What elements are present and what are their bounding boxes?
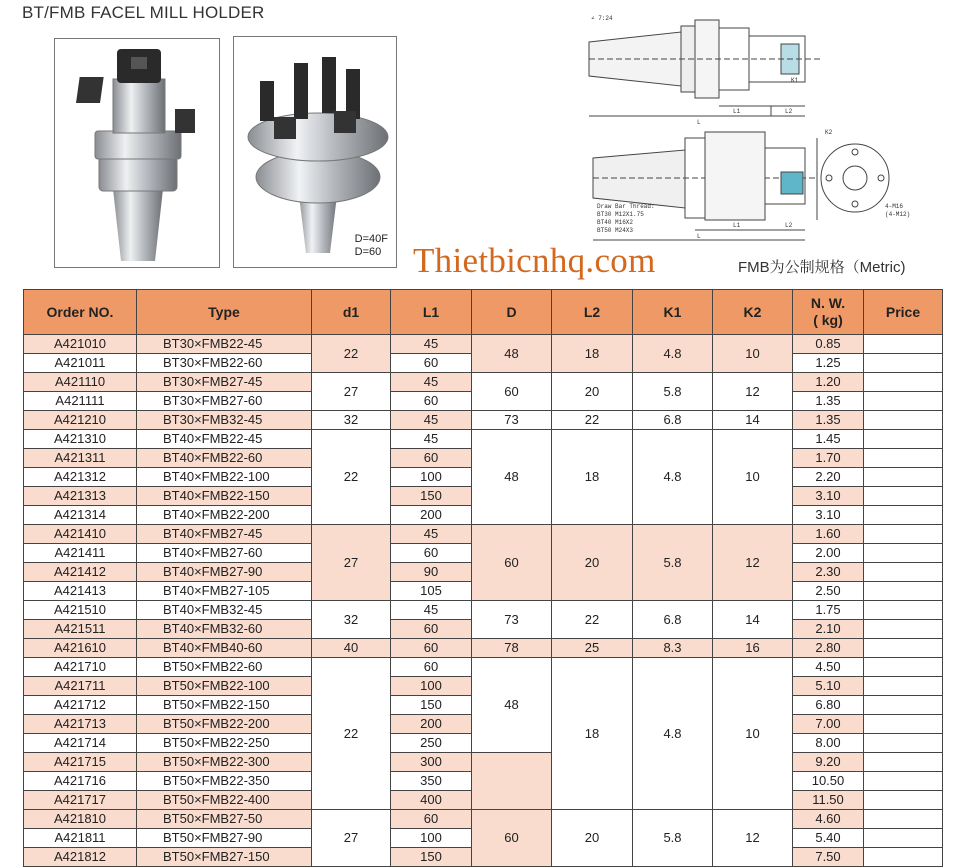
cell-d: 73 (472, 601, 552, 639)
cell-order-no: A421010 (24, 335, 137, 354)
cell-k1: 6.8 (633, 411, 713, 430)
taper-label: ∠ 7:24 (591, 15, 613, 22)
cell-weight: 1.75 (793, 601, 864, 620)
cell-type: BT50×FMB27-150 (137, 848, 312, 867)
cell-type: BT30×FMB32-45 (137, 411, 312, 430)
cell-l1: 100 (391, 468, 472, 487)
spec-table (23, 289, 943, 867)
cell-weight: 1.25 (793, 354, 864, 373)
cell-l1: 200 (391, 506, 472, 525)
bolt-spec: 4-M16 (885, 203, 904, 210)
table-row (24, 411, 943, 430)
cell-order-no: A421716 (24, 772, 137, 791)
caption-line: D=40F (354, 233, 388, 245)
cell-order-no: A421411 (24, 544, 137, 563)
cell-d: 48 (472, 335, 552, 373)
product-photo-holder (54, 38, 220, 268)
cell-weight: 2.30 (793, 563, 864, 582)
cell-l1: 60 (391, 354, 472, 373)
cell-type: BT40×FMB22-60 (137, 449, 312, 468)
cell-k1: 5.8 (633, 373, 713, 411)
cell-order-no: A421011 (24, 354, 137, 373)
cell-d1: 27 (312, 373, 391, 411)
cell-l1: 60 (391, 620, 472, 639)
cell-weight: 1.45 (793, 430, 864, 449)
table-row (24, 658, 943, 677)
cell-weight: 1.60 (793, 525, 864, 544)
cell-weight: 5.10 (793, 677, 864, 696)
cell-l2: 18 (552, 335, 633, 373)
cell-price (864, 696, 943, 715)
cell-type: BT50×FMB22-350 (137, 772, 312, 791)
table-header-row (24, 290, 943, 335)
cell-l1: 45 (391, 525, 472, 544)
cell-order-no: A421713 (24, 715, 137, 734)
cell-type: BT50×FMB22-150 (137, 696, 312, 715)
cell-d1: 32 (312, 601, 391, 639)
technical-drawing (585, 8, 950, 244)
cell-weight: 4.60 (793, 810, 864, 829)
cell-d: 73 (472, 411, 552, 430)
table-row (24, 430, 943, 449)
thread-spec: BT40 M16X2 (597, 219, 634, 226)
cell-l1: 60 (391, 449, 472, 468)
cell-k2: 14 (713, 411, 793, 430)
cell-l2: 20 (552, 373, 633, 411)
cell-order-no: A421413 (24, 582, 137, 601)
table-body (24, 335, 943, 867)
col-header-d: D (472, 290, 552, 335)
cell-price (864, 392, 943, 411)
cell-type: BT30×FMB27-45 (137, 373, 312, 392)
cell-weight: 3.10 (793, 487, 864, 506)
cell-l2: 25 (552, 639, 633, 658)
cell-price (864, 525, 943, 544)
cell-d: 78 (472, 639, 552, 658)
cell-price (864, 506, 943, 525)
table-row (24, 639, 943, 658)
cell-price (864, 753, 943, 772)
cell-weight: 6.80 (793, 696, 864, 715)
table-row (24, 335, 943, 354)
cell-l1: 400 (391, 791, 472, 810)
spec-subtitle: FMB为公制规格（Metric) (738, 259, 906, 276)
cell-price (864, 639, 943, 658)
cell-order-no: A421810 (24, 810, 137, 829)
cell-k1: 5.8 (633, 810, 713, 867)
cell-l1: 60 (391, 639, 472, 658)
cell-weight: 3.10 (793, 506, 864, 525)
cell-price (864, 715, 943, 734)
cell-d1: 22 (312, 658, 391, 810)
caption-line: D=60 (354, 246, 382, 258)
cell-order-no: A421610 (24, 639, 137, 658)
col-header-weight: N. W. ( kg) (793, 290, 864, 335)
cell-l1: 200 (391, 715, 472, 734)
page-title: BT/FMB FACEL MILL HOLDER (22, 3, 265, 22)
cell-order-no: A421410 (24, 525, 137, 544)
cell-price (864, 791, 943, 810)
cell-d1: 22 (312, 335, 391, 373)
cell-d: 60 (472, 810, 552, 867)
cell-type: BT50×FMB22-200 (137, 715, 312, 734)
cell-k2: 12 (713, 525, 793, 601)
cell-price (864, 468, 943, 487)
cell-k1: 6.8 (633, 601, 713, 639)
cell-order-no: A421511 (24, 620, 137, 639)
k1-label: K1 (791, 77, 799, 84)
cell-weight: 2.50 (793, 582, 864, 601)
cell-l2: 20 (552, 525, 633, 601)
cell-type: BT40×FMB22-200 (137, 506, 312, 525)
cell-k1: 5.8 (633, 525, 713, 601)
cell-k2: 10 (713, 335, 793, 373)
col-header-k2: K2 (713, 290, 793, 335)
cell-weight: 0.85 (793, 335, 864, 354)
l1-label: L1 (733, 222, 741, 229)
thread-spec: BT30 M12X1.75 (597, 211, 644, 218)
cell-k2: 16 (713, 639, 793, 658)
col-header-l2: L2 (552, 290, 633, 335)
cell-d: 48 (472, 430, 552, 525)
cell-l1: 150 (391, 487, 472, 506)
cell-l1: 150 (391, 848, 472, 867)
cell-k1: 4.8 (633, 430, 713, 525)
cell-type: BT50×FMB22-300 (137, 753, 312, 772)
cell-l1: 45 (391, 430, 472, 449)
cell-l1: 45 (391, 373, 472, 392)
cell-order-no: A421811 (24, 829, 137, 848)
cell-k2: 12 (713, 373, 793, 411)
cell-order-no: A421715 (24, 753, 137, 772)
cell-price (864, 677, 943, 696)
cell-weight: 1.35 (793, 411, 864, 430)
cell-d1: 22 (312, 430, 391, 525)
cell-l1: 250 (391, 734, 472, 753)
cell-type: BT50×FMB22-400 (137, 791, 312, 810)
cell-l1: 300 (391, 753, 472, 772)
l-label: L (697, 119, 701, 126)
thread-title: Draw Bar Thread: (597, 203, 655, 210)
photo-caption (355, 233, 388, 259)
cell-type: BT50×FMB22-60 (137, 658, 312, 677)
cell-l1: 60 (391, 392, 472, 411)
cell-type: BT30×FMB22-60 (137, 354, 312, 373)
cell-k2: 14 (713, 601, 793, 639)
cell-price (864, 449, 943, 468)
cell-price (864, 734, 943, 753)
cell-k2: 10 (713, 430, 793, 525)
cell-type: BT50×FMB27-90 (137, 829, 312, 848)
table-row (24, 753, 943, 772)
cell-order-no: A421210 (24, 411, 137, 430)
cell-weight: 10.50 (793, 772, 864, 791)
cell-order-no: A421714 (24, 734, 137, 753)
cell-d1: 27 (312, 525, 391, 601)
cell-l1: 45 (391, 601, 472, 620)
cell-weight: 7.00 (793, 715, 864, 734)
l1-label: L1 (733, 108, 741, 115)
cell-type: BT40×FMB22-150 (137, 487, 312, 506)
cell-price (864, 601, 943, 620)
cell-price (864, 335, 943, 354)
cell-d1: 40 (312, 639, 391, 658)
cell-order-no: A421312 (24, 468, 137, 487)
cell-price (864, 411, 943, 430)
cell-type: BT40×FMB32-60 (137, 620, 312, 639)
cell-price (864, 544, 943, 563)
cell-type: BT40×FMB22-100 (137, 468, 312, 487)
cell-weight: 2.10 (793, 620, 864, 639)
cell-price (864, 487, 943, 506)
cell-l1: 60 (391, 810, 472, 829)
table-row (24, 373, 943, 392)
cell-l1: 45 (391, 335, 472, 354)
cell-d: 60 (472, 525, 552, 601)
cell-type: BT40×FMB27-90 (137, 563, 312, 582)
cell-l1: 100 (391, 829, 472, 848)
cell-weight: 11.50 (793, 791, 864, 810)
cell-k2: 12 (713, 810, 793, 867)
cell-order-no: A421510 (24, 601, 137, 620)
cell-weight: 1.20 (793, 373, 864, 392)
cell-k1: 8.3 (633, 639, 713, 658)
cell-k2: 10 (713, 658, 793, 810)
cell-l2: 22 (552, 411, 633, 430)
table-row (24, 525, 943, 544)
cell-l2: 22 (552, 601, 633, 639)
cell-type: BT40×FMB22-45 (137, 430, 312, 449)
cell-order-no: A421717 (24, 791, 137, 810)
cell-l1: 45 (391, 411, 472, 430)
cell-l1: 105 (391, 582, 472, 601)
cell-price (864, 829, 943, 848)
cell-l1: 90 (391, 563, 472, 582)
cell-price (864, 772, 943, 791)
cell-price (864, 373, 943, 392)
cell-type: BT50×FMB22-250 (137, 734, 312, 753)
cell-l1: 60 (391, 544, 472, 563)
cell-order-no: A421313 (24, 487, 137, 506)
cell-order-no: A421110 (24, 373, 137, 392)
cell-weight: 5.40 (793, 829, 864, 848)
table-row (24, 601, 943, 620)
cell-d1: 32 (312, 411, 391, 430)
l-label: L (697, 233, 701, 240)
cell-price (864, 658, 943, 677)
cell-order-no: A421711 (24, 677, 137, 696)
cell-order-no: A421710 (24, 658, 137, 677)
cell-type: BT50×FMB27-50 (137, 810, 312, 829)
thread-spec: BT50 M24X3 (597, 227, 634, 234)
cell-order-no: A421812 (24, 848, 137, 867)
cell-l2: 18 (552, 430, 633, 525)
col-header-order-no: Order NO. (24, 290, 137, 335)
cell-d (472, 753, 552, 810)
cell-order-no: A421111 (24, 392, 137, 411)
cell-order-no: A421412 (24, 563, 137, 582)
cell-weight: 9.20 (793, 753, 864, 772)
cell-l2: 18 (552, 658, 633, 810)
cell-type: BT40×FMB27-45 (137, 525, 312, 544)
cell-weight: 8.00 (793, 734, 864, 753)
col-header-type: Type (137, 290, 312, 335)
cell-order-no: A421311 (24, 449, 137, 468)
cell-l1: 350 (391, 772, 472, 791)
cell-weight: 2.20 (793, 468, 864, 487)
cell-order-no: A421712 (24, 696, 137, 715)
cell-type: BT30×FMB27-60 (137, 392, 312, 411)
cell-price (864, 848, 943, 867)
cell-d1: 27 (312, 810, 391, 867)
cell-d: 60 (472, 373, 552, 411)
cell-l1: 60 (391, 658, 472, 677)
table-row (24, 810, 943, 829)
l2-label: L2 (785, 222, 793, 229)
col-header-price: Price (864, 290, 943, 335)
cell-price (864, 582, 943, 601)
cell-d: 48 (472, 658, 552, 753)
cell-price (864, 563, 943, 582)
k2-label: K2 (825, 129, 833, 136)
cell-price (864, 430, 943, 449)
cell-l1: 100 (391, 677, 472, 696)
cell-type: BT30×FMB22-45 (137, 335, 312, 354)
cell-price (864, 620, 943, 639)
cell-type: BT40×FMB27-105 (137, 582, 312, 601)
watermark: Thietbicnhq.com (413, 241, 656, 280)
cell-weight: 2.00 (793, 544, 864, 563)
cell-type: BT40×FMB40-60 (137, 639, 312, 658)
col-header-l1: L1 (391, 290, 472, 335)
l2-label: L2 (785, 108, 793, 115)
cell-weight: 2.80 (793, 639, 864, 658)
cell-l2: 20 (552, 810, 633, 867)
mill-holder-illustration (55, 39, 219, 267)
cell-k1: 4.8 (633, 335, 713, 373)
cell-weight: 1.70 (793, 449, 864, 468)
cell-price (864, 354, 943, 373)
cell-price (864, 810, 943, 829)
col-header-k1: K1 (633, 290, 713, 335)
cell-weight: 1.35 (793, 392, 864, 411)
product-photo-holder-large (233, 36, 397, 268)
cell-weight: 4.50 (793, 658, 864, 677)
bolt-spec: (4-M12) (885, 211, 911, 218)
cell-k1: 4.8 (633, 658, 713, 810)
col-header-d1: d1 (312, 290, 391, 335)
cell-l1: 150 (391, 696, 472, 715)
cell-order-no: A421314 (24, 506, 137, 525)
cell-type: BT50×FMB22-100 (137, 677, 312, 696)
cell-weight: 7.50 (793, 848, 864, 867)
cell-order-no: A421310 (24, 430, 137, 449)
cell-type: BT40×FMB32-45 (137, 601, 312, 620)
cell-type: BT40×FMB27-60 (137, 544, 312, 563)
